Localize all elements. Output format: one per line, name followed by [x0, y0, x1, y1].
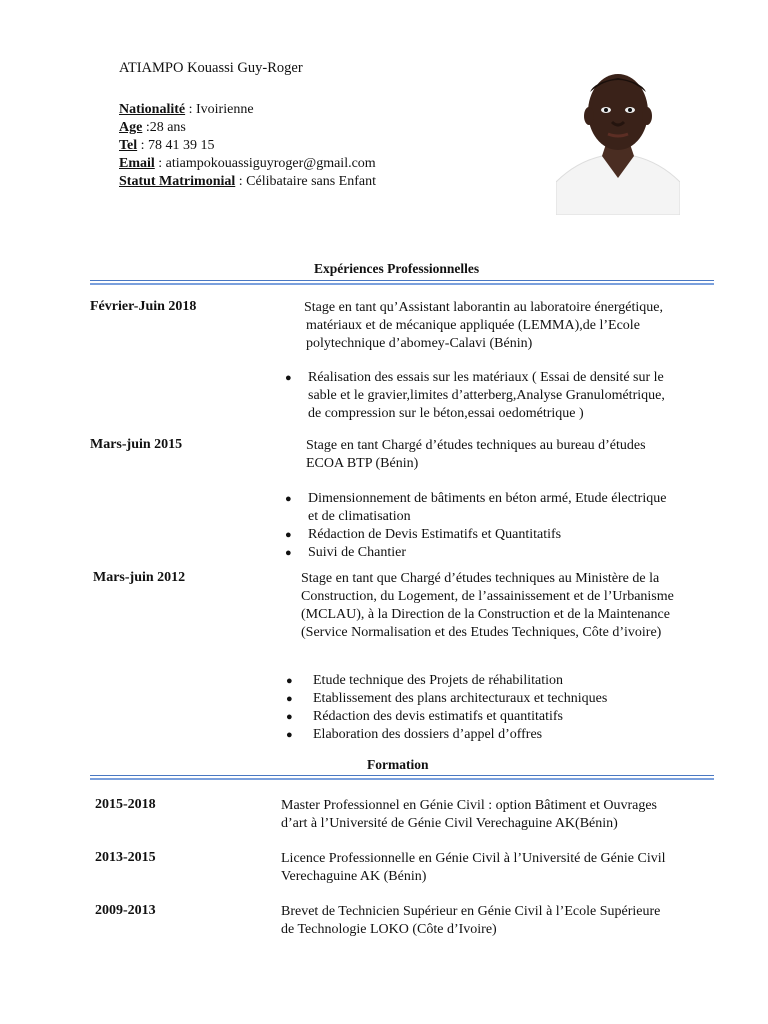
formation-date: 2009-2013	[95, 903, 156, 918]
formation-section-title: Formation	[367, 757, 429, 772]
bullet-icon: ●	[285, 493, 292, 505]
formation-date: 2013-2015	[95, 850, 156, 865]
bullet-line: Dimensionnement de bâtiments en béton armé, Etude électrique	[308, 491, 667, 506]
experience-bullet: Rédaction des devis estimatifs et quantitatifs	[313, 709, 563, 724]
section-divider	[90, 778, 714, 780]
formation-date: 2015-2018	[95, 797, 156, 812]
bullet-icon: ●	[285, 547, 292, 559]
experience-description	[306, 437, 646, 473]
description-line: ECOA BTP (Bénin)	[306, 456, 419, 471]
experience-bullet: Rédaction de Devis Estimatifs et Quantitatifs	[308, 527, 562, 542]
candidate-name: ATIAMPO Kouassi Guy-Roger	[119, 60, 303, 76]
bullet-line: et de climatisation	[308, 509, 411, 524]
info-value: :28 ans	[142, 120, 186, 135]
experience-date: Février-Juin 2018	[90, 299, 197, 314]
description-line: polytechnique d’abomey-Calavi (Bénin)	[306, 336, 533, 351]
info-label: Statut Matrimonial	[119, 174, 236, 189]
experience-bullet: Elaboration des dossiers d’appel d’offres	[313, 727, 543, 742]
formation-description	[281, 903, 660, 939]
info-value: : Ivoirienne	[185, 102, 254, 117]
experience-date: Mars-juin 2012	[93, 570, 186, 585]
info-tel	[119, 137, 215, 155]
description-line: (MCLAU), à la Direction de la Construction et de la Maintenance	[301, 607, 670, 622]
bullet-icon: ●	[286, 693, 293, 705]
bullet-line: de compression sur le béton,essai oedométrique )	[308, 406, 584, 421]
info-nationality	[119, 101, 254, 119]
description-line: Stage en tant qu’Assistant laborantin au laboratoire énergétique,	[304, 300, 663, 315]
description-line: de Technologie LOKO (Côte d’Ivoire)	[281, 922, 497, 937]
info-label: Nationalité	[119, 102, 186, 117]
experience-bullet: Suivi de Chantier	[308, 545, 406, 560]
experience-description	[304, 299, 663, 353]
portrait-image	[556, 70, 680, 215]
experience-bullet	[308, 369, 665, 423]
profile-photo	[556, 70, 680, 215]
bullet-icon: ●	[285, 372, 292, 384]
description-line: Stage en tant Chargé d’études techniques au bureau d’études	[306, 438, 646, 453]
formation-description	[281, 850, 666, 886]
bullet-icon: ●	[286, 675, 293, 687]
experience-bullet: Etude technique des Projets de réhabilitation	[313, 673, 563, 688]
description-line: matériaux et de mécanique appliquée (LEMMA),de l’Ecole	[306, 318, 640, 333]
info-marital-status	[119, 173, 376, 191]
experience-date: Mars-juin 2015	[90, 437, 183, 452]
description-line: Construction, du Logement, de l’assainissement et de l’Urbanisme	[301, 589, 674, 604]
info-value: : atiampokouassiguyroger@gmail.com	[154, 156, 376, 171]
bullet-line: Réalisation des essais sur les matériaux ( Essai de densité sur le	[308, 370, 664, 385]
description-line: d’art à l’Université de Génie Civil Verechaguine AK(Bénin)	[281, 816, 618, 831]
experience-section-title: Expériences Professionnelles	[314, 261, 480, 276]
info-value: : 78 41 39 15	[137, 138, 215, 153]
info-value: : Célibataire sans Enfant	[235, 174, 376, 189]
bullet-icon: ●	[286, 729, 293, 741]
info-age	[119, 119, 186, 137]
formation-description	[281, 797, 657, 833]
info-label: Age	[119, 120, 143, 135]
description-line: Master Professionnel en Génie Civil : option Bâtiment et Ouvrages	[281, 798, 657, 813]
bullet-icon: ●	[285, 529, 292, 541]
bullet-icon: ●	[286, 711, 293, 723]
description-line: Licence Professionnelle en Génie Civil à l’Université de Génie Civil	[281, 851, 666, 866]
info-label: Email	[119, 156, 155, 171]
description-line: Stage en tant que Chargé d’études techniques au Ministère de la	[301, 571, 660, 586]
info-email	[119, 155, 376, 173]
description-line: (Service Normalisation et des Etudes Techniques, Côte d’ivoire)	[301, 625, 662, 640]
info-label: Tel	[119, 138, 138, 153]
section-divider	[90, 280, 714, 281]
section-divider	[90, 283, 714, 285]
experience-bullet: Etablissement des plans architecturaux et techniques	[313, 691, 608, 706]
section-divider	[90, 775, 714, 776]
bullet-line: sable et le gravier,limites d’atterberg,Analyse Granulométrique,	[308, 388, 665, 403]
experience-description	[301, 570, 674, 642]
description-line: Brevet de Technicien Supérieur en Génie Civil à l’Ecole Supérieure	[281, 904, 661, 919]
description-line: Verechaguine AK (Bénin)	[281, 869, 427, 884]
experience-bullet	[308, 490, 666, 526]
